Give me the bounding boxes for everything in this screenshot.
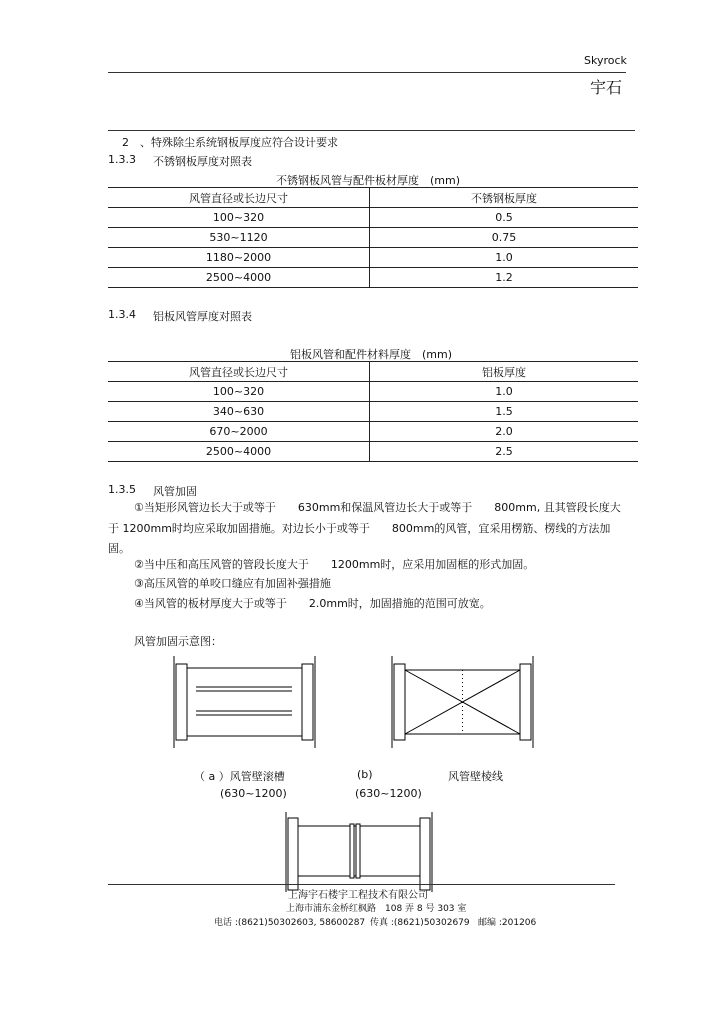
footer-fax: 传真 :(8621)50302679 xyxy=(370,918,470,928)
table-cell: 1.0 xyxy=(370,248,639,268)
footer-company: 上海宇石楼宇工程技术有限公司 xyxy=(288,890,428,901)
column-header: 风管直径或长边尺寸 xyxy=(108,188,370,208)
paragraph-1-line-3: 固。 xyxy=(108,542,130,555)
footer-address: 上海市浦东金桥红枫路 108 弄 8 号 303 室 xyxy=(286,904,467,914)
table-133-caption: 不锈钢板风管与配件板材厚度 (mm) xyxy=(276,174,461,187)
table-row xyxy=(108,402,638,422)
table-header-row xyxy=(108,362,638,382)
diagram-title: 风管加固示意图： xyxy=(134,635,222,648)
section-135-title: 风管加固 xyxy=(153,485,197,498)
section-134-number: 1.3.4 xyxy=(108,308,136,321)
table-cell: 0.5 xyxy=(370,208,639,228)
figure-a-label: （ a ）风管壁滚槽 xyxy=(194,770,285,783)
table-cell: 1180~2000 xyxy=(108,248,370,268)
aluminum-thickness-table xyxy=(108,361,638,462)
paragraph-1-line-2: 于 1200mm时均应采取加固措施。对边长小于或等于 800mm的风管，宜采用楞筋、楞线的方法加 xyxy=(108,522,611,535)
section-133-title: 不锈钢板厚度对照表 xyxy=(153,155,252,168)
table-cell: 340~630 xyxy=(108,402,370,422)
table-row xyxy=(108,248,638,268)
table-row xyxy=(108,422,638,442)
duct-frame-diagram xyxy=(283,812,435,892)
table-cell: 2.0 xyxy=(370,422,639,442)
table-cell: 670~2000 xyxy=(108,422,370,442)
section-134-title: 铝板风管厚度对照表 xyxy=(153,310,252,323)
column-header: 不锈钢板厚度 xyxy=(370,188,639,208)
paragraph-1-line-1: ①当矩形风管边长大于或等于 630mm和保温风管边长大于或等于 800mm, 且其管段长度大 xyxy=(134,501,621,514)
figure-b-range: (630~1200) xyxy=(355,787,422,800)
table-cell: 1.0 xyxy=(370,382,639,402)
table-cell: 1.5 xyxy=(370,402,639,422)
section-135-number: 1.3.5 xyxy=(108,483,136,496)
table-row xyxy=(108,382,638,402)
table-cell: 100~320 xyxy=(108,382,370,402)
figure-b-label: (b) xyxy=(357,768,373,781)
table-row xyxy=(108,442,638,462)
header-divider xyxy=(108,72,626,73)
table-cell: 2500~4000 xyxy=(108,268,370,288)
column-header: 风管直径或长边尺寸 xyxy=(108,362,370,382)
stainless-steel-thickness-table xyxy=(108,187,638,288)
duct-groove-diagram xyxy=(170,654,322,750)
table-row xyxy=(108,268,638,288)
table-cell: 100~320 xyxy=(108,208,370,228)
content-top-divider xyxy=(108,130,635,131)
table-row xyxy=(108,208,638,228)
footer-postcode: 邮编 :201206 xyxy=(478,918,537,928)
footer-phone: 电话 :(8621)50302603, 58600287 xyxy=(214,918,366,928)
table-134-caption: 铝板风管和配件材料厚度 (mm) xyxy=(290,348,453,361)
section-133-number: 1.3.3 xyxy=(108,153,136,166)
table-cell: 0.75 xyxy=(370,228,639,248)
intro-line: 2 、特殊除尘系统钢板厚度应符合设计要求 xyxy=(122,136,338,149)
table-cell: 530~1120 xyxy=(108,228,370,248)
paragraph-3: ③高压风管的单咬口缝应有加固补强措施 xyxy=(134,577,331,590)
figure-a-range: (630~1200) xyxy=(220,787,287,800)
brand-chinese: 宇石 xyxy=(590,78,623,97)
duct-ridge-diagram xyxy=(388,654,540,750)
brand-english: Skyrock xyxy=(584,54,627,67)
footer-divider xyxy=(108,884,615,885)
table-cell: 2.5 xyxy=(370,442,639,462)
table-cell: 2500~4000 xyxy=(108,442,370,462)
figure-b-description: 风管壁棱线 xyxy=(448,770,503,783)
paragraph-2: ②当中压和高压风管的管段长度大于 1200mm时，应采用加固框的形式加固。 xyxy=(134,558,535,571)
column-header: 铝板厚度 xyxy=(370,362,639,382)
table-row xyxy=(108,228,638,248)
paragraph-4: ④当风管的板材厚度大于或等于 2.0mm时，加固措施的范围可放宽。 xyxy=(134,597,491,610)
table-cell: 1.2 xyxy=(370,268,639,288)
table-header-row xyxy=(108,188,638,208)
